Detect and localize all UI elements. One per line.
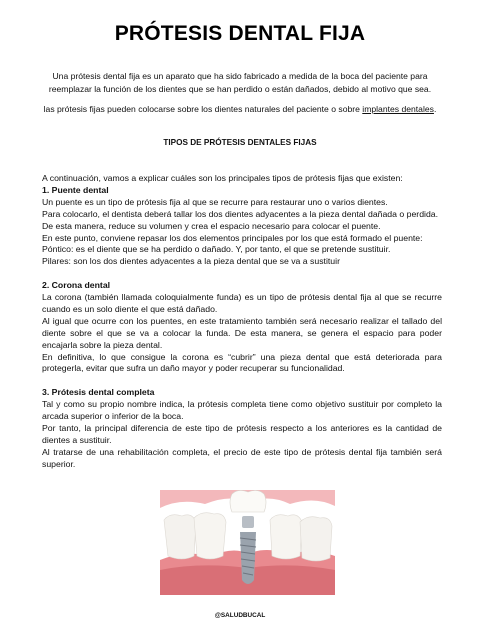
tooth-right-2 [300, 517, 332, 561]
implant-crown [230, 490, 266, 512]
paragraph: Para colocarlo, el dentista deberá tallar los dos dientes adyacentes a la pieza dental dañada o perdida. [42, 208, 439, 219]
body-text [42, 173, 442, 471]
tooth-left-2 [194, 513, 226, 559]
paragraph: Un puente es un tipo de prótesis fija al que se recurre para restaurar uno o varios dientes. [42, 196, 388, 207]
section-heading-corona: 2. Corona dental [42, 280, 111, 291]
section-subtitle: TIPOS DE PRÓTESIS DENTALES FIJAS [163, 138, 317, 147]
section-heading-puente: 1. Puente dental [42, 184, 109, 195]
paragraph: En definitiva, lo que consigue la corona es “cubrir” una pieza dental que está deteriorada para protegerla, evitar que sufra un daño mayor y poder recuperar su funcionalidad. [42, 351, 442, 374]
paragraph: Póntico: es el diente que se ha perdido o dañado. Y, por tanto, el que se pretende sustituir. [42, 244, 391, 255]
footer-handle: @SALUDBUCAL [214, 612, 266, 619]
paragraph: En este punto, conviene repasar los dos elementos principales por los que está formado el puente: [42, 232, 423, 243]
intro-paragraph: Una prótesis dental fija es un aparato que ha sido fabricado a medida de la boca del paciente para reemplazar la función de los dientes que se han perdido o están dañados, debido al motivo que sea. [48, 71, 432, 94]
section-heading-completa: 3. Prótesis dental completa [42, 387, 155, 398]
page-title: PRÓTESIS DENTAL FIJA [114, 22, 366, 45]
tooth-left-1 [164, 515, 196, 559]
paragraph: La corona (también llamada coloquialmente funda) es un tipo de prótesis dental fija al que se recurre cuando es un solo diente el que está dañado. [42, 292, 442, 314]
paragraph: Al igual que ocurre con los puentes, en este tratamiento también será necesario realizar el tallado del diente sobre el que se va a colocar la funda. De esta manera, se genera el espacio para poder encajarla sobre la pieza dental. [42, 315, 442, 350]
dental-implant-illustration [160, 490, 335, 595]
paragraph: Pilares: son los dos dientes adyacentes a la pieza dental que se va a sustituir [42, 256, 340, 267]
paragraph: Al tratarse de una rehabilitación completa, el precio de este tipo de prótesis dental fija también será superior. [42, 446, 442, 469]
lead-paragraph: A continuación, vamos a explicar cuáles son los principales tipos de prótesis fijas que existen: [42, 173, 403, 183]
intro2-prefix: las prótesis fijas pueden colocarse sobre los dientes naturales del paciente o sobre [43, 104, 363, 114]
paragraph: De esta manera, reduce su volumen y crea el espacio necesario para colocar el puente. [42, 220, 381, 231]
implant-abutment [242, 516, 254, 528]
spacer [42, 375, 442, 387]
implantes-dentales-link[interactable]: implantes dentales [362, 104, 434, 114]
spacer [42, 268, 442, 280]
tooth-right-1 [270, 515, 302, 559]
intro2-suffix: . [433, 104, 437, 114]
paragraph: Tal y como su propio nombre indica, la prótesis completa tiene como objetivo sustituir por completo la arcada superior o inferior de la boca. [42, 399, 442, 422]
intro-secondary-paragraph [20, 103, 460, 115]
paragraph: Por tanto, la principal diferencia de este tipo de prótesis respecto a los anteriores es la cantidad de dientes a sustituir. [42, 423, 442, 445]
